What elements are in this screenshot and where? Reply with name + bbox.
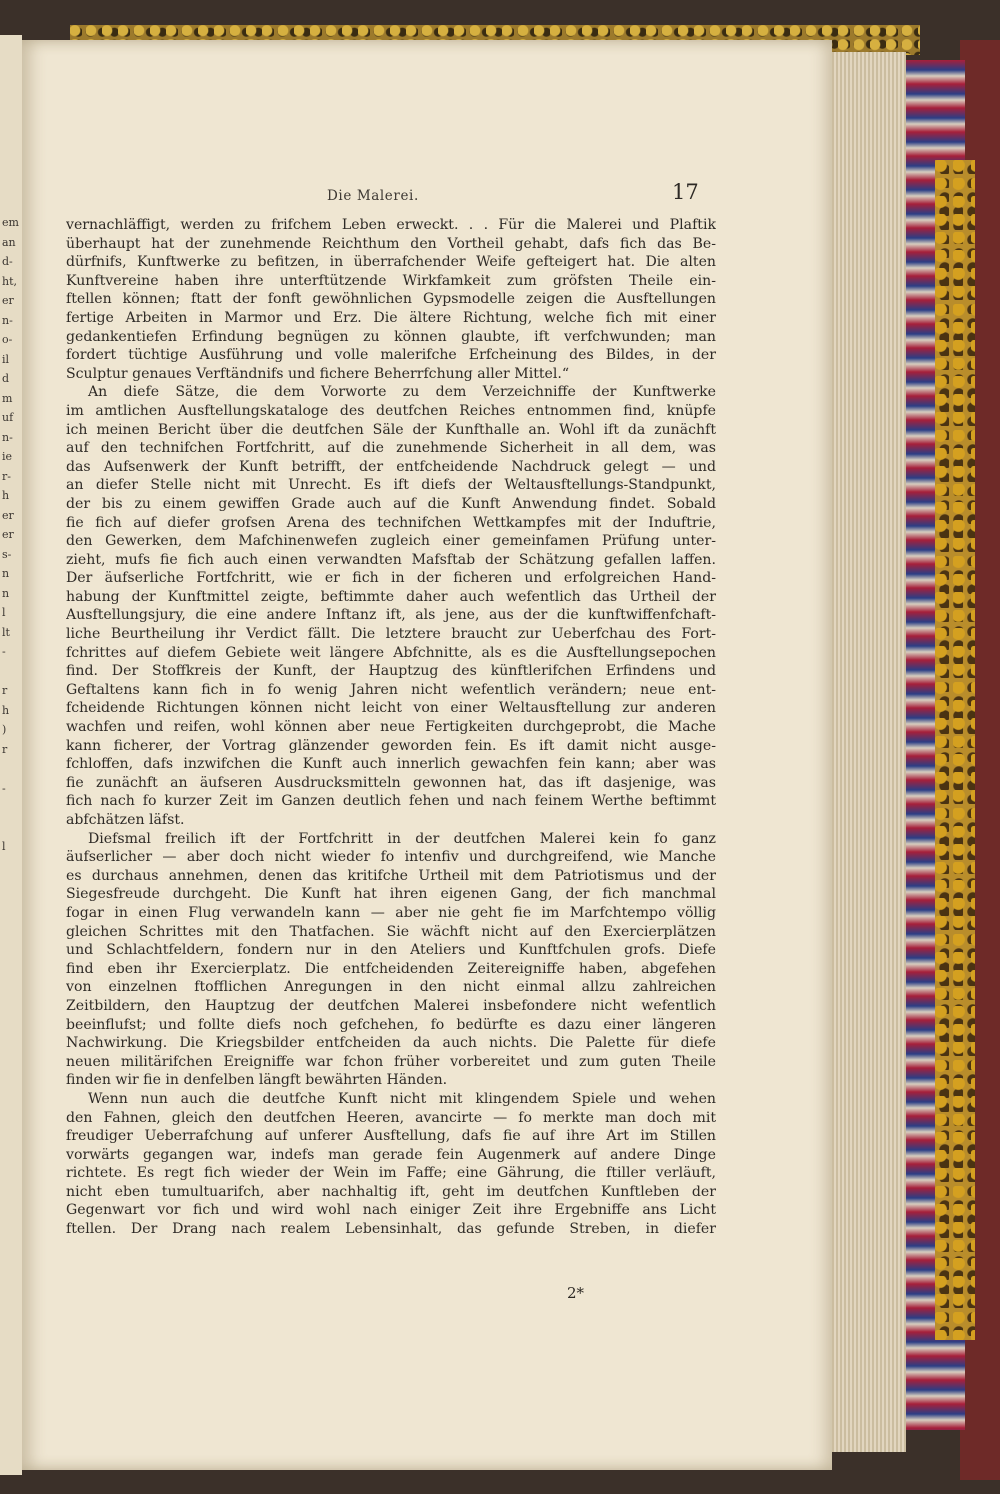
text-line: den Gewerken, dem Mafchinenwefen zugleich einer gemeinfamen Prüfung unter- <box>66 533 716 550</box>
text-line: An diefe Sätze, die dem Vorworte zu dem Verzeichniffe der Kunftwerke <box>88 384 716 401</box>
marbled-board-edge <box>935 160 975 1340</box>
page-number: 17 <box>672 180 699 204</box>
text-line: Wenn nun auch die deutfche Kunft nicht mit klingendem Spiele und wehen <box>88 1090 716 1107</box>
text-line: Gegenwart vor fich und wird wohl nach einiger Zeit ihre Ergebniffe ans Licht <box>66 1202 716 1219</box>
text-line: auf den technifchen Fortfchritt, auf die zunehmende Sicherheit in all dem, was <box>66 440 716 457</box>
text-line: fchrittes auf diefem Gebiete weit längere Abfchnitte, als es die Ausftellungsepochen <box>66 644 716 661</box>
text-line: fchloffen, dafs inzwifchen die Kunft auch innerlich gewachfen fein kann; aber was <box>66 756 716 773</box>
page <box>22 40 832 1470</box>
text-line: finden wir fie in denfelben längft bewährten Händen. <box>66 1072 448 1089</box>
text-line: neuen militärifchen Ereigniffe war fchon früher vorbereitet und zum guten Theile <box>66 1053 716 1070</box>
page-block-edges <box>826 52 906 1452</box>
text-line: kann ficherer, der Vortrag glänzender geworden fein. Es ift damit nicht ausge- <box>66 737 716 754</box>
text-line: vorwärts gegangen war, indefs man gerade fein Augenmerk auf andere Dinge <box>66 1146 716 1163</box>
text-line: liche Beurtheilung ihr Verdict fällt. Die letztere braucht zur Ueberfchau des Fort- <box>66 626 716 643</box>
text-line: richtete. Es regt fich wieder der Wein im Faffe; eine Gährung, die ftiller verläuft, <box>66 1165 716 1182</box>
text-line: Ausftellungsjury, die eine andere Inftanz ift, als jene, aus der die kunftwiffenfchaft- <box>66 607 716 624</box>
text-line: und Schlachtfeldern, fondern nur in den Ateliers und Kunftfchulen grofs. Diefe <box>66 942 716 959</box>
text-line: äufserlicher — aber doch nicht wieder fo intenfiv und durchgreifend, wie Manche <box>66 849 716 866</box>
text-line: habung der Kunftmittel zeigte, beftimmte daher auch wefentlich das Urtheil der <box>66 588 716 605</box>
text-line: das Aufsenwerk der Kunft betrifft, der entfcheidende Nachdruck gelegt — und <box>66 458 716 475</box>
running-title: Die Malerei. <box>327 188 419 204</box>
text-line: fogar in einen Flug verwandeln kann — aber nie geht fie im Marfchtempo völlig <box>66 904 716 921</box>
left-page-fragments: em an d- ht, er n- o- il d m uf n- ie r- h er er s- n n l lt - r h ) r - l <box>2 216 19 853</box>
text-line: Der äufserliche Fortfchritt, wie er fich in der ficheren und erfolgreichen Hand- <box>66 570 716 587</box>
text-line: der bis zu einem gewiffen Grade auch auf die Kunft Anwendung findet. Sobald <box>66 495 716 512</box>
text-line: find eben ihr Exercierplatz. Die entfcheidenden Zeitereigniffe haben, abgefehen <box>66 960 716 977</box>
text-line: Kunftvereine haben ihre unterftützende Wirkfamkeit zum gröfsten Theile ein- <box>66 272 716 289</box>
text-line: ich meinen Bericht über die deutfchen Säle der Kunfthalle an. Wohl ift da zunächft <box>66 421 716 438</box>
text-line: ftellen können; ftatt der fonft gewöhnlichen Gypsmodelle zeigen die Ausftellungen <box>66 291 716 308</box>
text-line: zieht, mufs fie fich auch einen verwandten Mafsftab der Schätzung gefallen laffen. <box>66 551 716 568</box>
text-line: es durchaus annehmen, denen das kritifche Urtheil mit dem Patriotismus und der <box>66 867 716 884</box>
text-line: Geftaltens kann fich in fo wenig Jahren nicht wefentlich verändern; neue ent- <box>66 681 716 698</box>
text-line: beeinflufst; und follte diefs noch gefchehen, fo bedürfte es dazu einer längeren <box>66 1016 716 1033</box>
text-line: gedankentiefen Erfindung begnügen zu können glaubte, ift verfchwunden; man <box>66 328 716 345</box>
text-line: dürfnifs, Kunftwerke zu befitzen, in überrafchender Weife gefteigert hat. Die alten <box>66 254 716 271</box>
body-text <box>66 216 716 1239</box>
text-line: Sculptur genaues Verftändnifs und fichere Beherrfchung aller Mittel.“ <box>66 365 570 382</box>
text-line: den Fahnen, gleich den deutfchen Heeren, avancirte — fo merkte man doch mit <box>66 1109 716 1126</box>
text-line: find. Der Stoffkreis der Kunft, der Hauptzug des künftlerifchen Erfindens und <box>66 663 716 680</box>
text-line: Nachwirkung. Die Kriegsbilder entfcheiden da auch nichts. Die Palette für diefe <box>66 1035 716 1052</box>
text-line: abfchätzen läfst. <box>66 812 185 828</box>
text-line: Diefsmal freilich ift der Fortfchritt in der deutfchen Malerei kein fo ganz <box>88 830 716 847</box>
text-line: Zeitbildern, den Hauptzug der deutfchen Malerei insbefondere nicht wefentlich <box>66 997 716 1014</box>
text-line: von einzelnen ftofflichen Anregungen in den nicht einmal allzu zahlreichen <box>66 979 716 996</box>
text-line: fich nach fo kurzer Zeit im Ganzen deutlich fehen und nach feinem Werthe beftimmt <box>66 793 716 810</box>
text-line: fertige Arbeiten in Marmor und Erz. Die ältere Richtung, welche fich mit einer <box>66 309 716 326</box>
text-line: gleichen Schrittes mit den Thatfachen. Sie wächft nicht auf den Exercierplätzen <box>66 923 716 940</box>
text-line: im amtlichen Ausftellungskataloge des deutfchen Reiches entnommen find, knüpfe <box>66 402 716 419</box>
text-line: freudiger Ueberrafchung auf unferer Ausftellung, dafs fie auf ihre Art im Stillen <box>66 1128 716 1145</box>
text-line: nicht eben tumultuarifch, aber nachhaltig ift, geht im deutfchen Kunftleben der <box>66 1183 716 1200</box>
page-header <box>22 180 832 210</box>
text-line: fie zunächft an äufseren Ausdrucksmitteln gewonnen hat, das ift dasjenige, was <box>66 774 716 791</box>
signature-mark: 2* <box>567 1284 585 1302</box>
text-line: Siegesfreude durchgeht. Die Kunft hat ihren eigenen Gang, der fich manchmal <box>66 886 716 903</box>
text-line: fordert tüchtige Ausführung und volle malerifche Erfcheinung des Bildes, in der <box>66 347 716 364</box>
text-line: an diefer Stelle nicht mit Unrecht. Es ift diefs der Weltausftellungs-Standpunkt, <box>66 477 716 494</box>
text-line: fie fich auf diefer grofsen Arena des technifchen Wettkampfes mit der Induftrie, <box>66 514 716 531</box>
text-line: vernachläffigt, werden zu frifchem Leben erweckt. . . Für die Malerei und Plaftik <box>66 217 716 233</box>
text-line: überhaupt hat der zunehmende Reichthum den Vortheil gehabt, dafs fich das Be- <box>66 235 716 252</box>
text-line: fcheidende Richtungen können nicht leicht von einer Weltausftellung zur anderen <box>66 700 716 717</box>
text-line: wachfen und reifen, wohl können aber neue Fertigkeiten durchgeprobt, die Mache <box>66 719 716 736</box>
text-line: ftellen. Der Drang nach realem Lebensinhalt, das gefunde Streben, in diefer <box>66 1221 716 1238</box>
left-page-sliver <box>0 35 22 1475</box>
